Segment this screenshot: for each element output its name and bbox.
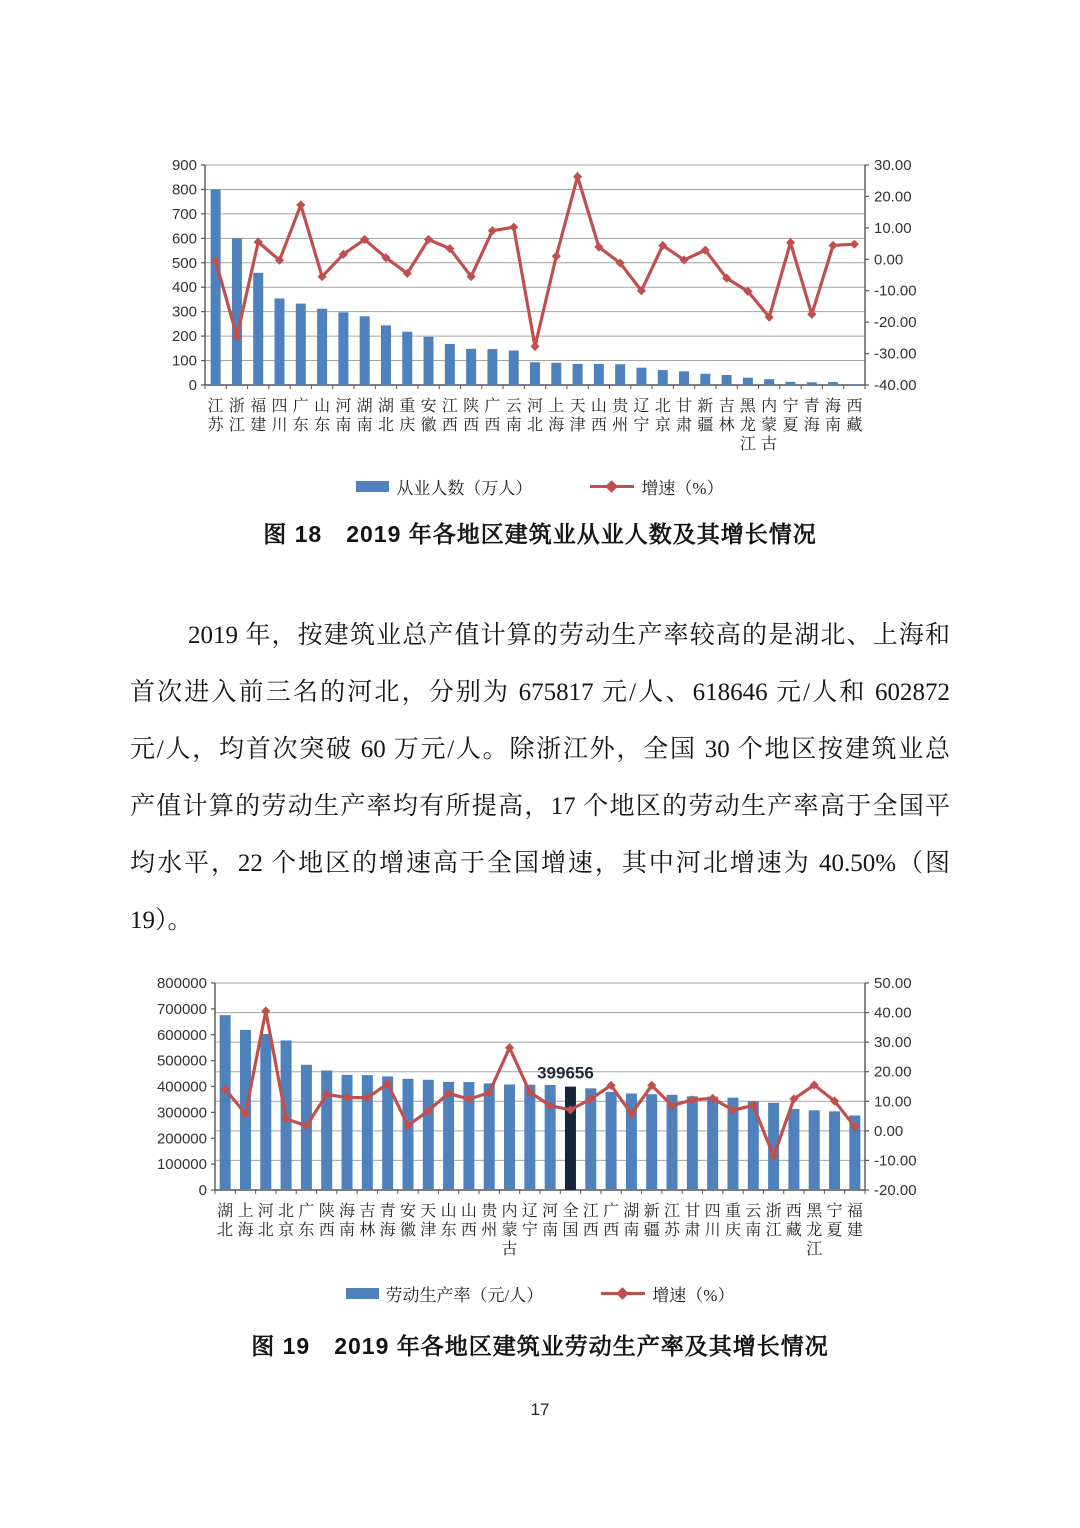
category-label: 江西: [441, 398, 458, 434]
category-label: 天津: [569, 398, 586, 434]
category-label: 重庆: [399, 398, 416, 434]
category-label: 新疆: [643, 1203, 660, 1239]
bar: [530, 362, 540, 385]
bar: [296, 304, 306, 385]
category-label: 重庆: [724, 1203, 741, 1239]
category-label: 河南: [335, 398, 352, 434]
bar: [809, 1110, 820, 1190]
category-label: 甘肃: [684, 1203, 701, 1239]
category-label: 黑龙江: [806, 1203, 823, 1258]
category-label: 吉林: [718, 398, 735, 434]
line-marker-icon: [530, 342, 539, 351]
category-label: 内蒙古: [501, 1203, 518, 1258]
legend-item-line: [590, 474, 723, 499]
bar: [342, 1075, 353, 1190]
legend-bar-label: 劳动生产率（元/人）: [385, 1286, 544, 1305]
right-tick-label: 40.00: [874, 1004, 912, 1022]
figure19-chart: [130, 958, 960, 1293]
bar: [381, 325, 391, 385]
line-marker-icon: [807, 310, 816, 319]
line-marker-icon: [828, 241, 837, 250]
category-label: 吉林: [359, 1203, 376, 1239]
category-label: 青海: [803, 398, 820, 434]
category-label: 陕西: [463, 398, 480, 434]
bar: [658, 370, 668, 385]
figure18-legend: [130, 474, 950, 499]
line-swatch-icon: [601, 1288, 645, 1299]
bar: [509, 351, 519, 385]
growth-line: [216, 177, 855, 347]
category-label: 辽宁: [521, 1203, 538, 1239]
bar: [606, 1092, 617, 1190]
bar: [594, 364, 604, 385]
category-label: 海南: [825, 398, 842, 434]
bar: [253, 273, 263, 385]
bar: [785, 382, 795, 385]
figure19-legend: [130, 1281, 950, 1306]
line-marker-icon: [850, 240, 859, 249]
page-number: 17: [530, 1400, 550, 1419]
legend-item-bars: [356, 474, 532, 499]
category-label: 北京: [654, 398, 671, 434]
category-label: 河北: [257, 1203, 274, 1239]
bar: [362, 1075, 373, 1190]
category-label: 贵州: [481, 1203, 498, 1239]
category-label: 河南: [542, 1203, 559, 1239]
bar: [646, 1094, 657, 1190]
bar: [687, 1096, 698, 1190]
bar: [722, 375, 732, 385]
line-marker-icon: [509, 223, 518, 232]
left-tick-label: 400: [171, 279, 197, 297]
category-label: 新疆: [697, 398, 714, 434]
bar: [707, 1097, 718, 1190]
right-tick-label: 0.00: [874, 1122, 904, 1140]
category-label: 辽宁: [633, 398, 650, 434]
bar: [484, 1083, 495, 1190]
bar: [487, 349, 497, 385]
bar: [849, 384, 859, 385]
category-label: 广东: [298, 1203, 315, 1239]
bar: [551, 363, 561, 385]
bar: [700, 374, 710, 385]
category-label: 上海: [237, 1203, 254, 1239]
category-label: 福建: [846, 1203, 863, 1239]
right-tick-label: 20.00: [874, 1063, 912, 1081]
right-tick-label: -30.00: [874, 345, 917, 363]
bar: [636, 368, 646, 385]
left-tick-label: 0: [188, 377, 197, 394]
line-marker-icon: [786, 238, 795, 247]
bar-swatch-icon: [356, 481, 389, 492]
bar-swatch-icon: [346, 1288, 379, 1299]
category-label: 浙江: [765, 1203, 782, 1239]
category-label: 山东: [440, 1203, 457, 1239]
bar: [524, 1085, 535, 1190]
bar: [232, 238, 242, 385]
line-marker-icon: [296, 200, 305, 209]
bar: [424, 337, 434, 385]
left-tick-label: 400000: [156, 1078, 207, 1096]
body-paragraph: [130, 607, 950, 949]
right-tick-label: 50.00: [874, 975, 912, 992]
left-tick-label: 100000: [156, 1156, 207, 1174]
category-label: 安徽: [420, 398, 437, 434]
category-label: 云南: [505, 398, 522, 434]
figure19-caption: 图 19 2019 年各地区建筑业劳动生产率及其增长情况: [251, 1333, 829, 1359]
bar: [402, 1079, 413, 1190]
category-label: 四川: [704, 1203, 721, 1239]
right-tick-label: 10.00: [874, 1093, 912, 1111]
category-label: 浙江: [228, 398, 245, 434]
left-tick-label: 100: [171, 352, 197, 370]
line-swatch-icon: [590, 481, 634, 492]
line-marker-icon: [261, 1006, 270, 1015]
category-label: 山西: [460, 1203, 477, 1239]
bar: [211, 189, 221, 385]
left-tick-label: 700: [171, 205, 197, 223]
category-label: 广西: [603, 1203, 620, 1239]
category-label: 山东: [314, 398, 331, 434]
right-tick-label: 30.00: [874, 1034, 912, 1052]
right-tick-label: 0.00: [874, 251, 904, 269]
bar: [743, 378, 753, 385]
bar: [504, 1084, 515, 1190]
category-label: 黑龙江: [739, 398, 756, 453]
left-tick-label: 800000: [156, 975, 207, 992]
left-tick-label: 0: [198, 1182, 207, 1199]
bar: [317, 309, 327, 385]
bar-highlight: [565, 1087, 576, 1190]
category-label: 河北: [526, 398, 544, 434]
line-marker-icon: [573, 172, 582, 181]
bar: [585, 1088, 596, 1190]
category-label: 湖北: [217, 1203, 234, 1239]
category-label: 西藏: [785, 1203, 802, 1239]
bar: [829, 1111, 840, 1190]
category-label: 青海: [379, 1203, 396, 1239]
left-tick-label: 600: [171, 230, 197, 248]
bar: [615, 364, 625, 385]
category-label: 北京: [278, 1203, 295, 1239]
left-tick-label: 300000: [156, 1104, 207, 1122]
category-label: 西藏: [846, 398, 863, 434]
bar: [828, 382, 838, 385]
legend-item-bars: [346, 1281, 544, 1306]
category-label: 天津: [420, 1203, 437, 1239]
legend-bar-label: 从业人数（万人）: [396, 479, 533, 498]
bar: [545, 1085, 556, 1190]
left-tick-label: 500: [171, 254, 197, 272]
category-label: 湖南: [356, 398, 373, 434]
bar: [807, 382, 817, 385]
bar: [573, 364, 583, 385]
bar: [788, 1109, 799, 1190]
line-marker-icon: [552, 252, 561, 261]
right-tick-label: 10.00: [874, 219, 912, 237]
bar-value-annotation: 399656: [537, 1063, 594, 1083]
left-tick-label: 900: [171, 157, 197, 174]
category-label: 海南: [339, 1203, 356, 1239]
bar: [321, 1070, 332, 1190]
right-tick-label: -20.00: [874, 1182, 917, 1199]
category-label: 云南: [745, 1203, 762, 1239]
right-tick-label: -10.00: [874, 282, 917, 300]
category-label: 安徽: [399, 1203, 416, 1239]
legend-line-label: 增速（%）: [652, 1286, 735, 1305]
left-tick-label: 500000: [156, 1052, 207, 1070]
category-label: 广西: [484, 398, 501, 434]
category-label: 上海: [548, 398, 565, 434]
left-tick-label: 700000: [156, 1000, 207, 1018]
left-tick-label: 800: [171, 181, 197, 199]
bar: [338, 312, 348, 385]
category-label: 贵州: [612, 398, 629, 434]
category-label: 四川: [271, 398, 288, 434]
figure18-chart: [130, 148, 960, 480]
left-tick-label: 200: [171, 328, 197, 346]
paragraph-line: 19）。: [130, 907, 193, 934]
category-label: 宁夏: [782, 398, 799, 434]
category-label: 山西: [590, 398, 607, 434]
bar: [466, 349, 476, 385]
bar: [402, 332, 412, 385]
bar: [220, 1015, 231, 1190]
category-label: 湖北: [377, 398, 394, 434]
bar: [360, 316, 370, 385]
category-label: 福建: [250, 398, 267, 434]
category-label: 内蒙古: [761, 398, 778, 453]
category-label: 广东: [292, 398, 309, 434]
left-tick-label: 600000: [156, 1026, 207, 1044]
paragraph-line: 元/人，均首次突破 60 万元/人。除浙江外，全国 30 个地区按建筑业总: [130, 736, 950, 763]
growth-line: [225, 1011, 855, 1156]
paragraph-line: 2019 年，按建筑业总产值计算的劳动生产率较高的是湖北、上海和: [188, 622, 950, 649]
category-label: 全国: [562, 1203, 579, 1239]
bar: [260, 1034, 271, 1190]
left-tick-label: 200000: [156, 1130, 207, 1148]
right-tick-label: 20.00: [874, 188, 912, 206]
figure18-caption: 图 18 2019 年各地区建筑业从业人数及其增长情况: [263, 521, 817, 547]
bar: [275, 298, 285, 385]
category-label: 江苏: [664, 1203, 681, 1239]
paragraph-line: 首次进入前三名的河北，分别为 675817 元/人、618646 元/人和 602872: [130, 679, 950, 706]
bar: [423, 1080, 434, 1190]
right-tick-label: 30.00: [874, 157, 912, 174]
paragraph-line: 均水平，22 个地区的增速高于全国增速，其中河北增速为 40.50%（图: [130, 850, 950, 877]
right-tick-label: -40.00: [874, 377, 917, 394]
category-label: 湖南: [623, 1203, 640, 1239]
right-tick-label: -20.00: [874, 314, 917, 332]
right-tick-label: -10.00: [874, 1152, 917, 1170]
category-label: 陕西: [318, 1203, 335, 1239]
category-label: 江苏: [207, 398, 224, 434]
category-label: 江西: [582, 1203, 599, 1239]
category-label: 甘肃: [676, 398, 693, 434]
bar: [445, 344, 455, 385]
bar: [679, 371, 689, 385]
left-tick-label: 300: [171, 303, 197, 321]
category-label: 宁夏: [826, 1203, 843, 1239]
bar: [764, 379, 774, 385]
legend-line-label: 增速（%）: [641, 479, 724, 498]
legend-item-line: [601, 1281, 734, 1306]
paragraph-line: 产值计算的劳动生产率均有所提高，17 个地区的劳动生产率高于全国平: [130, 793, 950, 820]
